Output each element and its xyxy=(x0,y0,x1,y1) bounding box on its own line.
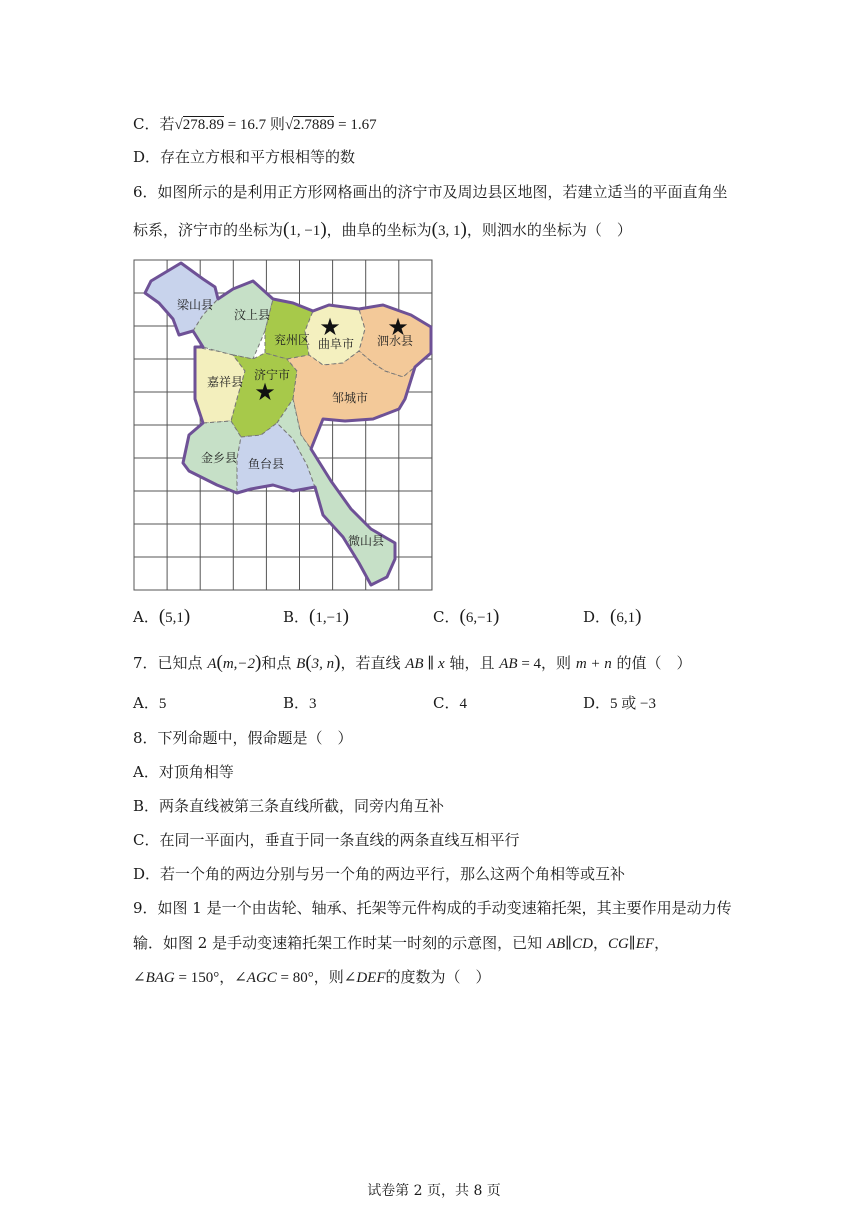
q7-text-f: 的值（ ） xyxy=(611,654,692,672)
option-letter: B． xyxy=(283,608,310,626)
option-value: 5 或 −3 xyxy=(610,696,656,712)
option-value: 4 xyxy=(459,696,467,712)
option-letter: B． xyxy=(283,694,310,712)
q6-coord-jining: 1, −1 xyxy=(289,223,321,239)
label-jiaxiang: 嘉祥县 xyxy=(206,375,244,389)
q5-option-c-prefix: C．若 xyxy=(133,115,175,133)
q9-sep: ， xyxy=(592,934,608,952)
q9-text-a: 输．如图 2 是手动变速箱托架工作时某一时刻的示意图，已知 xyxy=(133,934,547,952)
label-qufu: 曲阜市 xyxy=(317,337,355,351)
q9-text-b: ，则 xyxy=(313,968,344,986)
option-letter: D． xyxy=(583,694,611,712)
q9-sep2: ， xyxy=(219,968,235,986)
q6-stem-line1: 6．如图所示的是利用正方形网格画出的济宁市及周边县区地图，若建立适当的平面直角坐 xyxy=(133,183,728,201)
q8-stem: 8．下列命题中，假命题是（ ） xyxy=(133,729,353,747)
jining-grid-map xyxy=(133,259,433,591)
q7-point-b-coord: 3, n xyxy=(311,656,335,672)
q9-angle-agc-value: = 80° xyxy=(276,970,314,986)
q7-line-ab: AB xyxy=(405,656,424,672)
q9-stem-line1: 9．如图 1 是一个由齿轮、轴承、托架等元件构成的手动变速箱托架，其主要作用是动力传 xyxy=(133,899,732,917)
q7-option-b xyxy=(283,692,317,715)
q7-point-a: A xyxy=(207,656,217,672)
q8-option-d: D．若一个角的两边分别与另一个角的两边平行，那么这两个角相等或互补 xyxy=(133,865,626,883)
q7-parallel: ∥ xyxy=(423,656,439,672)
q9-stem-line3 xyxy=(133,966,491,989)
q5-sqrt1: 278.89 xyxy=(182,117,224,133)
q7-point-b: B xyxy=(296,656,306,672)
q9-end: ， xyxy=(654,934,670,952)
label-jining: 济宁市 xyxy=(253,368,291,382)
q7-text-a: 7．已知点 xyxy=(133,654,208,672)
label-yutai: 鱼台县 xyxy=(247,457,285,471)
q6-coord-qufu: 3, 1 xyxy=(437,223,461,239)
q9-angle-bag-value: = 150° xyxy=(174,970,220,986)
option-letter: C． xyxy=(433,694,460,712)
q6-option-a: A．(5,1) xyxy=(133,606,191,627)
q9-angle-bag: ∠BAG xyxy=(133,970,175,986)
option-value: 5,1 xyxy=(165,610,184,626)
q7-axis: x xyxy=(438,656,445,672)
page-footer: 试卷第 2 页，共 8 页 xyxy=(367,1183,501,1199)
q5-option-c xyxy=(133,113,377,136)
q7-option-a xyxy=(133,692,166,715)
label-zoucheng: 邹城市 xyxy=(331,391,369,405)
q7-ab-val: = 4 xyxy=(517,656,542,672)
option-value: 5 xyxy=(158,696,167,712)
q6-text-c: ，则泗水的坐标为（ ） xyxy=(466,221,632,239)
star-qufu-icon: ★ xyxy=(319,313,341,341)
q7-expr: m + n xyxy=(575,656,612,672)
label-wenshang: 汶上县 xyxy=(233,308,271,322)
q6-option-d: D．(6,1) xyxy=(583,606,642,627)
option-value: 3 xyxy=(309,696,317,712)
label-liangshan: 梁山县 xyxy=(176,298,214,312)
q6-stem-line2: 标系，济宁市的坐标为(1, −1)，曲阜的坐标为(3, 1)，则泗水的坐标为（ ） xyxy=(133,219,632,240)
sqrt-symbol: √ xyxy=(174,117,183,133)
q8-option-b: B．两条直线被第三条直线所截，同旁内角互补 xyxy=(133,797,445,815)
q9-angle-def: ∠DEF xyxy=(343,970,386,986)
option-letter: A． xyxy=(133,608,159,626)
q9-angle-agc: ∠AGC xyxy=(234,970,277,986)
option-letter: D． xyxy=(583,608,611,626)
q8-option-a: A．对顶角相等 xyxy=(133,763,234,781)
option-letter: C． xyxy=(433,608,460,626)
option-value: 6,1 xyxy=(616,610,636,626)
option-letter: A． xyxy=(133,694,159,712)
label-sishui: 泗水县 xyxy=(376,334,414,348)
option-value: 1,−1 xyxy=(315,610,343,626)
q7-option-d xyxy=(583,692,656,715)
q5-eq2: = 1.67 xyxy=(334,117,377,133)
label-weishan: 微山县 xyxy=(347,534,385,548)
q9-cg-parallel-ef: CG∥EF xyxy=(607,936,655,952)
q6-text-a: 标系，济宁市的坐标为 xyxy=(133,221,284,239)
sqrt-symbol: √ xyxy=(284,117,294,133)
star-sishui-icon: ★ xyxy=(387,313,409,341)
option-value: 6,−1 xyxy=(465,610,494,626)
q5-eq1: = 16.7 则 xyxy=(223,117,285,133)
q7-stem: 7．已知点 A(m,−2)和点 B(3, n)，若直线 AB ∥ x 轴，且 AB = 4，则 m + n 的值（ ） xyxy=(133,652,692,673)
q7-text-b: 和点 xyxy=(261,654,297,672)
label-yanzhou: 兖州区 xyxy=(273,333,311,347)
label-jinxiang: 金乡县 xyxy=(200,451,238,465)
q7-text-c: ，若直线 xyxy=(340,654,406,672)
q6-text-b: ，曲阜的坐标为 xyxy=(326,221,432,239)
q6-option-b: B．(1,−1) xyxy=(283,606,349,627)
q9-ab-parallel-cd: AB∥CD xyxy=(546,936,593,952)
q9-stem-line2 xyxy=(133,932,669,955)
q8-option-c: C．在同一平面内，垂直于同一条直线的两条直线互相平行 xyxy=(133,831,520,849)
star-jining-icon: ★ xyxy=(254,378,276,406)
q7-text-e: ，则 xyxy=(541,654,576,672)
q5-sqrt2: 2.7889 xyxy=(293,117,335,133)
q6-option-c: C．(6,−1) xyxy=(433,606,500,627)
q7-point-a-coord: m,−2 xyxy=(222,656,256,672)
q7-option-c xyxy=(433,692,467,715)
q7-text-d: 轴，且 xyxy=(444,654,500,672)
q5-option-d: D．存在立方根和平方根相等的数 xyxy=(133,148,356,166)
q7-ab-eq: AB xyxy=(499,656,518,672)
q9-text-c: 的度数为（ ） xyxy=(385,968,491,986)
